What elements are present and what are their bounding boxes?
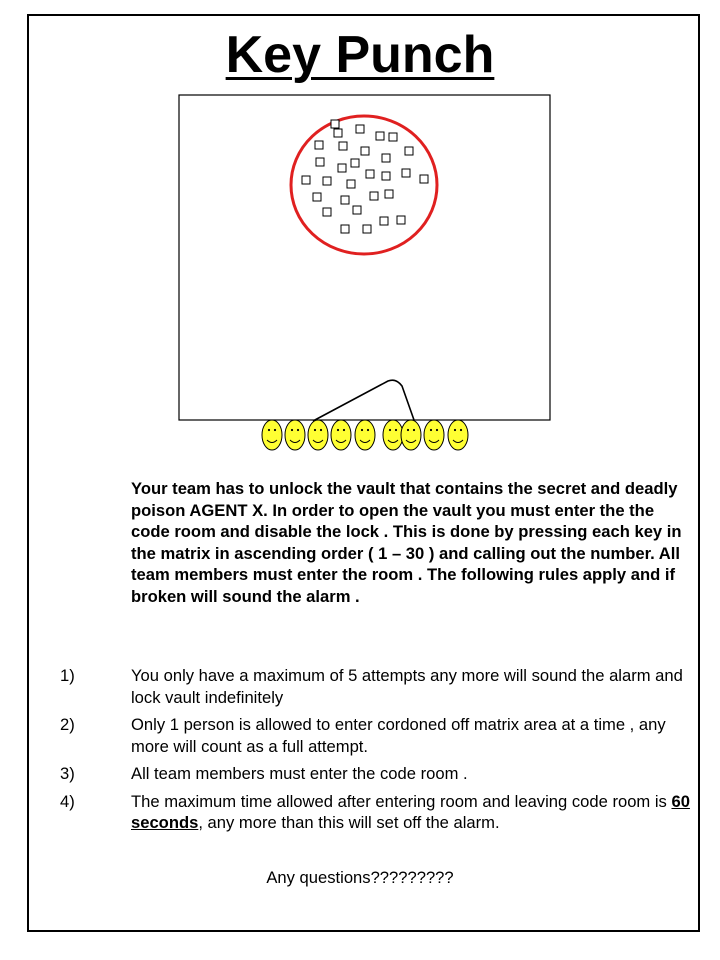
matrix-key [341,225,349,233]
rule-text-start: The maximum time allowed after entering room and leaving code room is [131,791,672,811]
rule-number: 4) [60,791,75,811]
rule-text: Only 1 person is allowed to enter cordoned off matrix area at a time , any more will count as a full attempt. [131,715,666,756]
matrix-key [334,129,342,137]
matrix-key [323,208,331,216]
matrix-key [376,132,384,140]
smiley-face-icon [285,420,305,450]
rule-text: You only have a maximum of 5 attempts any more will sound the alarm and lock vault indefinitely [131,666,683,707]
matrix-key [323,177,331,185]
matrix-key [341,196,349,204]
matrix-key [405,147,413,155]
rules-list [60,665,690,840]
rule-item [60,665,690,708]
smiley-face-icon [383,420,403,450]
matrix-key [356,125,364,133]
smiley-face-icon [424,420,444,450]
rule-item [60,763,690,785]
matrix-key [331,120,339,128]
smiley-face-icon [355,420,375,450]
matrix-key [351,159,359,167]
matrix-key [353,206,361,214]
matrix-key [338,164,346,172]
rule-number: 1) [60,666,75,685]
code-room-diagram [0,0,720,470]
matrix-key [385,190,393,198]
matrix-key [370,192,378,200]
matrix-key [361,147,369,155]
rule-text-end: , any more than this will set off the alarm. [198,813,500,832]
matrix-key [313,193,321,201]
matrix-key [315,141,323,149]
smiley-face-icon [308,420,328,450]
rule-number: 2) [60,715,75,734]
time-limit-emphasis: 60 seconds [131,791,690,832]
smiley-face-icon [401,420,421,450]
matrix-key [347,180,355,188]
matrix-key [363,225,371,233]
matrix-key [382,172,390,180]
rule-item [60,791,690,834]
rule-text [131,791,690,834]
matrix-key [389,133,397,141]
page-title: Key Punch [225,26,495,84]
rule-item [60,714,690,757]
intro-paragraph: Your team has to unlock the vault that contains the secret and deadly poison AGENT X. In order to open the vault you must enter the the code room and disable the lock . This is done by pressing each key in the matrix in ascending order ( 1 – 30 ) and calling out the number. All team members must enter the room . The following rules apply and if broken will sound the alarm . [131,479,682,606]
matrix-key [382,154,390,162]
smiley-face-icon [262,420,282,450]
matrix-key [380,217,388,225]
matrix-key [316,158,324,166]
smiley-face-icon [331,420,351,450]
matrix-key [402,169,410,177]
matrix-key [397,216,405,224]
matrix-key [339,142,347,150]
rule-number: 3) [60,764,75,783]
matrix-key [302,176,310,184]
team-members [262,420,468,450]
smiley-face-icon [448,420,468,450]
matrix-key [420,175,428,183]
rule-text: All team members must enter the code room . [131,764,468,783]
questions-prompt: Any questions????????? [266,868,454,887]
matrix-key [366,170,374,178]
